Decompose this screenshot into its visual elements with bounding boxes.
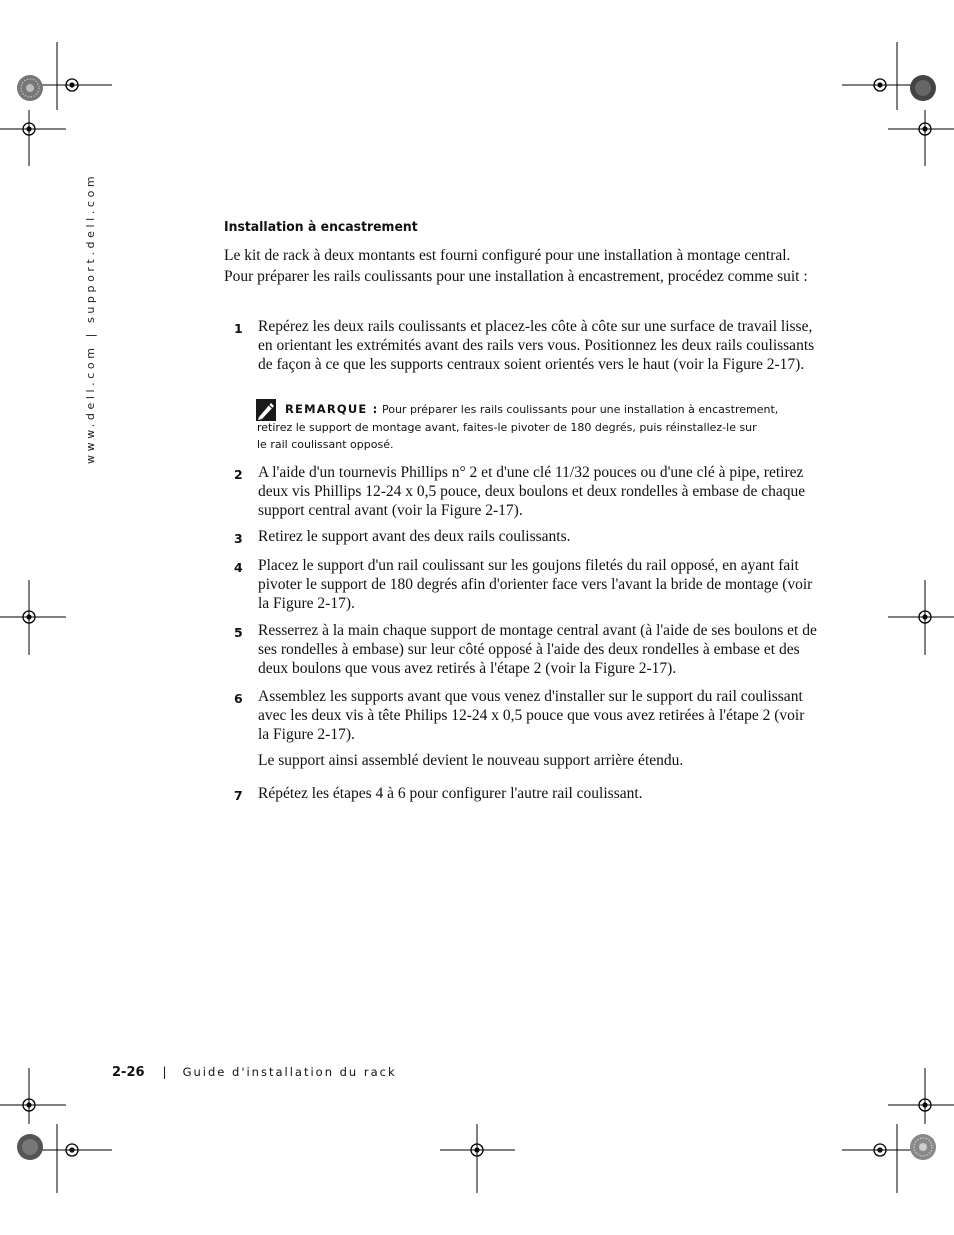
- step-text: A l'aide d'un tournevis Phillips n° 2 et d'une clé 11/32 pouces ou d'une clé à pipe, retirez deux vis Phillips 12-24 x 0,5 pouce, deux boulons et deux rondelles à embase de chaque support central avant (voir la Figure 2-17).: [258, 464, 806, 519]
- side-url: www.dell.com | support.dell.com: [84, 172, 97, 464]
- footer-doc-title: Guide d'installation du rack: [182, 1065, 397, 1079]
- step-text: Repérez les deux rails coulissants et placez-les côte à côte sur une surface de travail lisse, en orientant les extrémités avant des rails vers vous. Positionnez les deux rails coulissants de façon à ce que les supports centraux soient orientés vers le haut (voir la Figure 2-17).: [258, 318, 815, 373]
- step-text: Placez le support d'un rail coulissant sur les goujons filetés du rail opposé, en ayant fait pivoter le support de 180 degrés afin d'orienter face vers l'avant la bride de montage (voir la Figure 2-17).: [258, 557, 813, 612]
- intro-line-2: Pour préparer les rails coulissants pour une installation à encastrement, procédez comme suit :: [224, 268, 808, 285]
- note-line-2: retirez le support de montage avant, faites-le pivoter de 180 degrés, puis réinstallez-le sur: [257, 420, 757, 434]
- page-footer: [112, 1061, 397, 1080]
- note-line-3: le rail coulissant opposé.: [257, 438, 394, 451]
- footer-separator: |: [162, 1065, 167, 1079]
- step-text: Resserrez à la main chaque support de montage central avant (à l'aide de ses boulons et de ses rondelles à embase) sur leur côté opposé à l'aide des deux rondelles à embase et des deux boulons que vous avez retirés à l'étape 2 (voir la Figure 2-17).: [258, 622, 817, 677]
- intro-line-1: Le kit de rack à deux montants est fourni configuré pour une installation à montage central.: [224, 247, 791, 264]
- step-number: 5: [234, 625, 243, 640]
- step-number: 2: [234, 467, 243, 482]
- section-heading: Installation à encastrement: [224, 219, 418, 235]
- step-text: Assemblez les supports avant que vous venez d'installer sur le support du rail coulissant avec les deux vis à tête Philips 12-24 x 0,5 pouce que vous avez retirées à l'étape 2 (voir la Figure 2-17).: [258, 688, 805, 743]
- note-first-line: [285, 401, 815, 419]
- step-text: Retirez le support avant des deux rails coulissants.: [258, 528, 571, 545]
- note-line-1: Pour préparer les rails coulissants pour une installation à encastrement,: [381, 403, 779, 416]
- step-number: 1: [234, 321, 243, 336]
- step-number: 6: [234, 691, 243, 706]
- step-number: 7: [234, 788, 243, 803]
- note-label: REMARQUE :: [285, 402, 379, 416]
- step-6-followup: Le support ainsi assemblé devient le nouveau support arrière étendu.: [258, 752, 684, 769]
- step-text: Répétez les étapes 4 à 6 pour configurer l'autre rail coulissant.: [258, 785, 643, 802]
- step-number: 4: [234, 560, 243, 575]
- step-number: 3: [234, 531, 243, 546]
- page-number: 2-26: [112, 1065, 145, 1080]
- intro-paragraph: [224, 246, 824, 288]
